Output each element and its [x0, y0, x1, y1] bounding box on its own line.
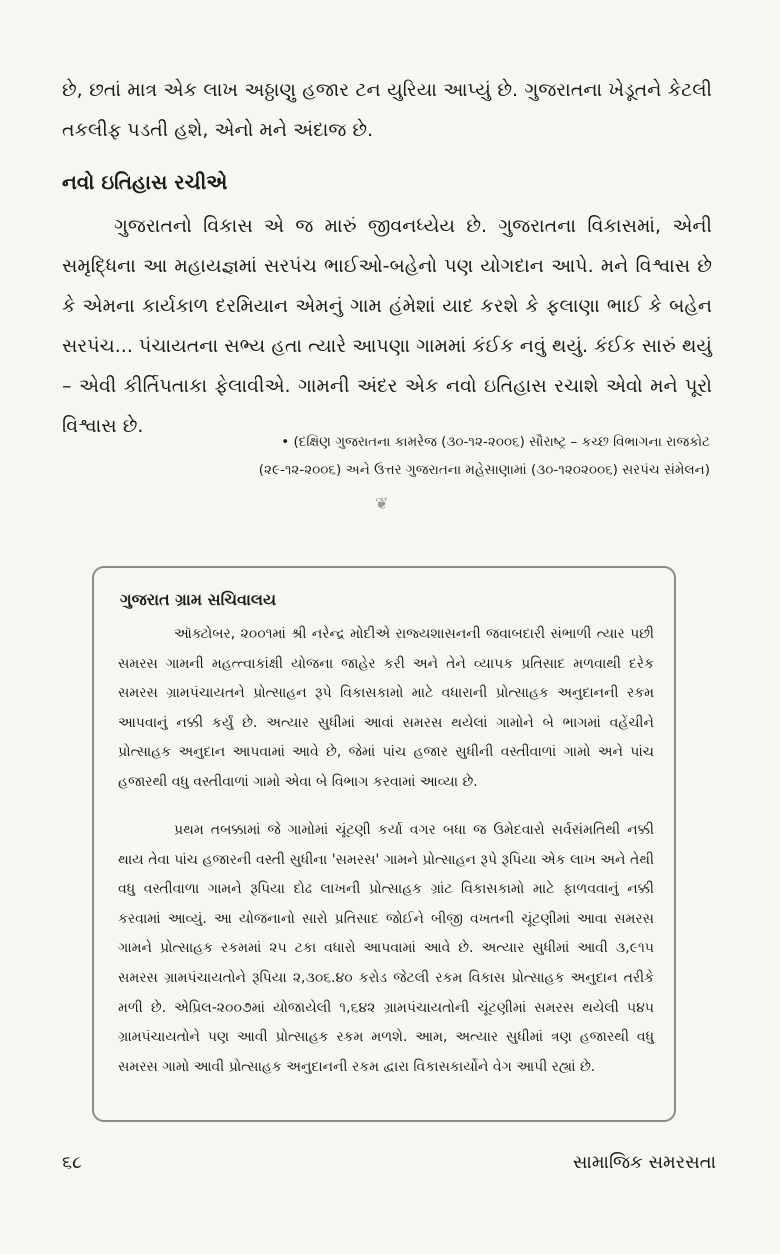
intro-paragraph: છે, છતાં માત્ર એક લાખ અઠ્ઠાણુ હજાર ટન યુરિયા આપ્યું છે. ગુજરાતના ખેડૂતને કેટલી તકલીફ પડતી હશે, એનો મને અંદાજ છે. — [62, 79, 712, 141]
section-heading: નવો ઇતિહાસ રચીએ — [62, 170, 228, 194]
info-box-paragraph-2: પ્રથમ તબક્કામાં જે ગામોમાં ચૂંટણી કર્યા વગર બધા જ ઉમેદવારો સર્વસંમતિથી નક્કી થાય તેવા પાંચ હજારની વસ્તી સુધીના 'સમરસ' ગામને પ્રોત્સાહન રૂપે રૂપિયા એક લાખ અને તેથી વધુ વસ્તીવાળા ગામને રૂપિયા દોઢ લાખની પ્રોત્સાહક ગ્રાંટ વિકાસકામો માટે ફાળવવાનું નક્કી કરવામાં આવ્યું. આ યોજનાનો સારો પ્રતિસાદ જોઈને બીજી વખતની ચૂંટણીમાં આવા સમરસ ગામને પ્રોત્સાહક રકમમાં ૨૫ ટકા વધારો આપવામાં આવે છે. અત્યાર સુધીમાં આવી ૩,૯૧૫ સમરસ ગ્રામપંચાયતોને રૂપિયા ૨,૩૦૬.૪૦ કરોડ જેટલી રકમ વિકાસ પ્રોત્સાહક અનુદાન તરીકે મળી છે. એપ્રિલ-૨૦૦૭માં યોજાયેલી ૧,૬૪૨ ગ્રામપંચાયતોની ચૂંટણીમાં સમરસ થયેલી ૫૪૫ ગ્રામપંચાયતોને પણ આવી પ્રોત્સાહક રકમ મળશે. આમ, અત્યાર સુધીમાં ત્રણ હજારથી વધુ સમરસ ગામો આવી પ્રોત્સાહક અનુદાનની રકમ દ્વારા વિકાસકાર્યોને વેગ આપી રહ્યાં છે. — [118, 822, 654, 1075]
info-box-title: ગુજરાત ગ્રામ સચિવાલય — [120, 590, 277, 609]
page-number: ૬૮ — [62, 1152, 82, 1173]
source-note-line-2: (૨૯-૧૨-૨૦૦૬) અને ઉત્તર ગુજરાતના મહેસાણામાં (૩૦-૧૨૦૨૦૦૬) સરપંચ સંમેલન) — [258, 462, 710, 478]
info-box — [92, 566, 676, 1122]
running-title: સામાજિક સમરસતા — [572, 1152, 716, 1173]
source-note-line-1: • (દક્ષિણ ગુજરાતના કામરેજ (૩૦-૧૨-૨૦૦૬) સૌરાષ્ટ્ર – કચ્છ વિભાગના રાજકોટ — [281, 434, 710, 450]
info-box-paragraph-1: ઑક્ટોબર, ૨૦૦૧માં શ્રી નરેન્દ્ર મોદીએ રાજ્યશાસનની જવાબદારી સંભાળી ત્યાર પછી સમરસ ગામની મહત્ત્વાકાંક્ષી યોજના જાહેર કરી અને તેને વ્યાપક પ્રતિસાદ મળવાથી દરેક સમરસ ગ્રામપંચાયતને પ્રોત્સાહન રૂપે વિકાસકામો માટે વધારાની પ્રોત્સાહક અનુદાનની રકમ આપવાનું નક્કી કર્યું છે. અત્યાર સુધીમાં આવાં સમરસ થયેલાં ગામોને બે ભાગમાં વહેંચીને પ્રોત્સાહક અનુદાન આપવામાં આવે છે, જેમાં પાંચ હજાર સુધીની વસ્તીવાળાં ગામો અને પાંચ હજારથી વધુ વસ્તીવાળાં ગામો એવા બે વિભાગ કરવામાં આવ્યા છે. — [118, 626, 654, 790]
ornament-icon: ❦ — [375, 494, 389, 513]
main-paragraph: ગુજરાતનો વિકાસ એ જ મારું જીવનધ્યેય છે. ગુજરાતના વિકાસમાં, એની સમૃદ્ધિના આ મહાયજ્ઞમાં સરપંચ ભાઈઓ-બહેનો પણ યોગદાન આપે. મને વિશ્વાસ છે કે એમના કાર્યકાળ દરમિયાન એમનું ગામ હંમેશાં યાદ કરશે કે ફલાણા ભાઈ કે બહેન સરપંચ... પંચાયતના સભ્ય હતા ત્યારે આપણા ગામમાં કંઈક નવું થયું. કંઈક સારું થયું – એવી કીર્તિપતાકા ફેલાવીએ. ગામની અંદર એક નવો ઇતિહાસ રચાશે એવો મને પૂરો વિશ્વાસ છે. — [62, 215, 712, 437]
